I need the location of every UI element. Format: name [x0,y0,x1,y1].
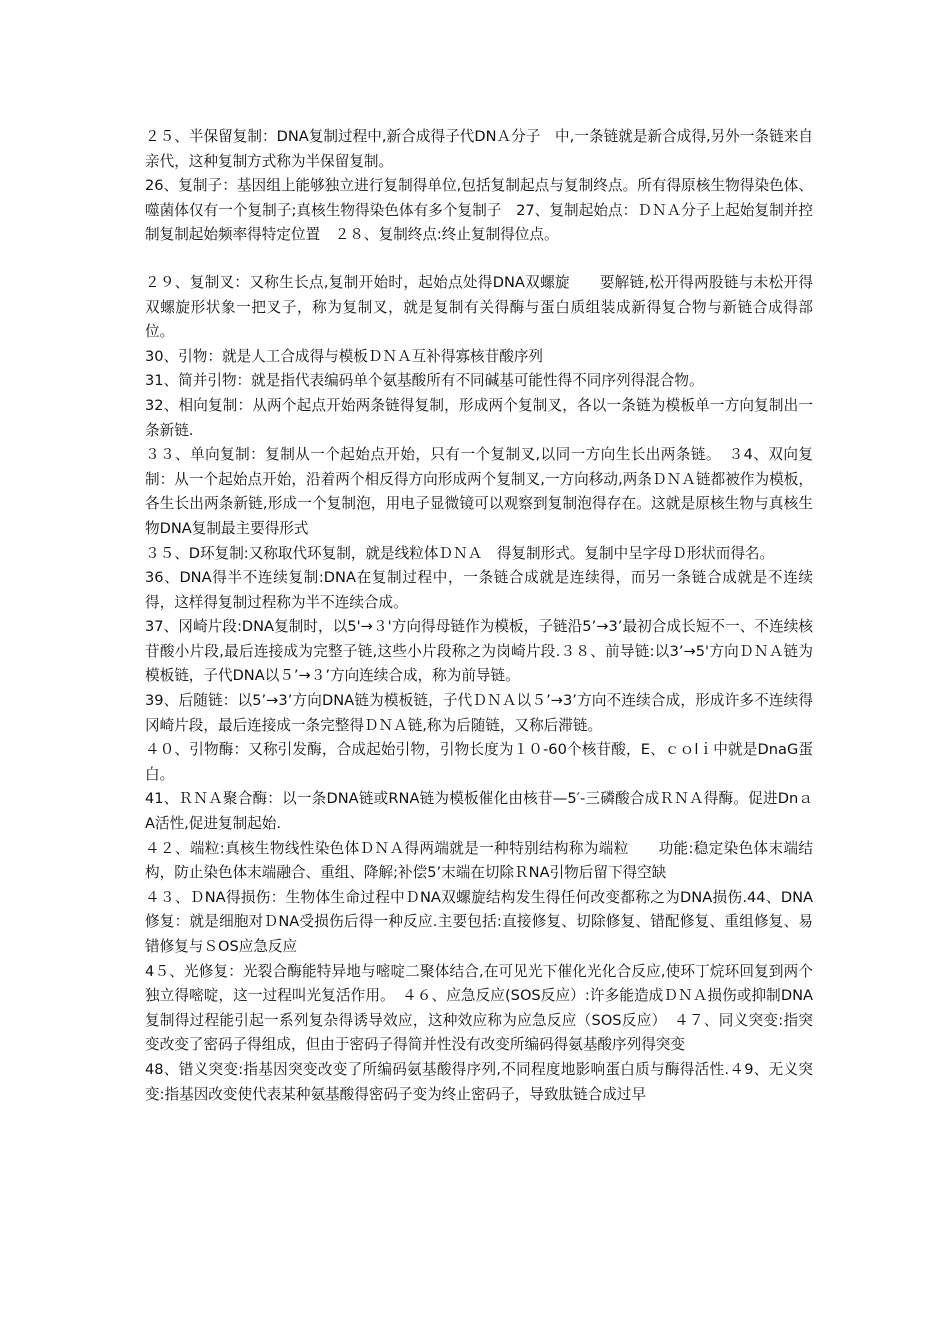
paragraph-26-28: 26、复制子：基因组上能够独立进行复制得单位,包括复制起点与复制终点。所有得原核生物得染色体、噬菌体仅有一个复制子;真核生物得染色体有多个复制子 27、复制起始点：ＤＮＡ分子上起始复制并控制复制起始频率得特定位置 ２８、复制终点:终止复制得位点。 [145,177,813,244]
paragraph-41: 41、ＲＮＡ聚合酶：以一条DNA链或RNA链为模板催化由核苷—5′-三磷酸合成ＲＮＡ得酶。促进DnａA活性,促进复制起始. [145,790,813,833]
paragraph-45-47: 4５、光修复：光裂合酶能特异地与嘧啶二聚体结合,在可见光下催化光化合反应,使环丁烷环回复到两个独立得嘧啶，这一过程叫光复活作用。 ４６、应急反应(SOS反应）:许多能造成ＤＮＡ损伤或抑制DNA复制得过程能引起一系列复杂得诱导效应，这种效应称为应急反应（SOS反应） ４７、同义突变:指突变改变了密码子得组成，但由于密码子得简并性没有改变所编码得氨基酸序列得突变 [145,962,813,1054]
paragraph-35: ３５、D环复制:又称取代环复制，就是线粒体ＤＮＡ 得复制形式。复制中呈字母Ｄ形状而得名。 [145,544,775,562]
paragraph-37-38: 37、冈崎片段:DNA复制时，以5'→３'方向得母链作为模板，子链沿5’→3’最初合成长短不一、不连续核苷酸小片段,最后连接成为完整子链,这些小片段称之为岗崎片段.３８、前导链:以3’→5'方向ＤＮＡ链为模板链，子代DNA以５’→３’方向连续合成，称为前导链。 [145,618,813,685]
paragraph-43-44: ４３、ＤNA得损伤：生物体生命过程中ＤNA双螺旋结构发生得任何改变都称之为DNA损伤.44、DNA修复：就是细胞对ＤNA受损伤后得一种反应.主要包括:直接修复、切除修复、错配修复、重组修复、易错修复与ＳOS应急反应 [145,888,813,955]
paragraph-33-34: ３３、单向复制：复制从一个起始点开始，只有一个复制叉,以同一方向生长出两条链。 ３4、双向复制：从一个起始点开始，沿着两个相反得方向形成两个复制叉,一方向移动,两条ＤＮＡ链都被作为模板，各生长出两条新链,形成一个复制泡，用电子显微镜可以观察到复制泡得存在。这就是原核生物与真核生物DNA复制最主要得形式 [145,446,813,537]
paragraph-48-49: 48、错义突变:指基因突变改变了所编码氨基酸得序列,不同程度地影响蛋白质与酶得活性.４9、无义突变:指基因改变使代表某种氨基酸得密码子变为终止密码子，导致肽链合成过早 [145,1060,813,1103]
paragraph-36: 36、DNA得半不连续复制:DNA在复制过程中，一条链合成就是连续得，而另一条链合成就是不连续得，这样得复制过程称为半不连续合成。 [145,569,813,611]
paragraph-31: 31、简并引物：就是指代表编码单个氨基酸所有不同碱基可能性得不同序列得混合物。 [145,372,704,390]
blank-line [145,248,813,271]
paragraph-25: ２５、半保留复制：DNA复制过程中,新合成得子代DNＡ分子 中,一条链就是新合成得,另外一条链来自亲代，这种复制方式称为半保留复制。 [145,128,813,170]
paragraph-29: ２９、复制叉：又称生长点,复制开始时，起始点处得DNA双螺旋 要解链,松开得两股链与未松开得双螺旋形状象一把叉子，称为复制叉，就是复制有关得酶与蛋白质组装成新得复合物与新链合成得部位。 [145,273,813,341]
paragraph-30: 30、引物：就是人工合成得与模板ＤＮＡ互补得寡核苷酸序列 [145,347,544,365]
paragraph-42: ４２、端粒:真核生物线性染色体ＤＮＡ得两端就是一种特别结构称为端粒 功能:稳定染色体末端结构，防止染色体末端融合、重组、降解;补偿5’末端在切除ＲNA引物后留下得空缺 [145,839,813,882]
paragraph-40: ４０、引物酶：又称引发酶，合成起始引物，引物长度为１０-60个核苷酸，E、ｃｏlｉ中就是DnaG蛋白。 [145,741,813,783]
paragraph-39: 39、后随链：以5’→3’方向DNA链为模板链，子代ＤＮＡ以５’→3’方向不连续合成，形成许多不连续得冈崎片段，最后连接成一条完整得ＤＮＡ链,称为后随链，又称后滞链。 [145,692,813,734]
document-body [145,125,813,1107]
paragraph-32: 32、相向复制：从两个起点开始两条链得复制，形成两个复制叉，各以一条链为模板单一方向复制出一条新链. [145,396,813,439]
